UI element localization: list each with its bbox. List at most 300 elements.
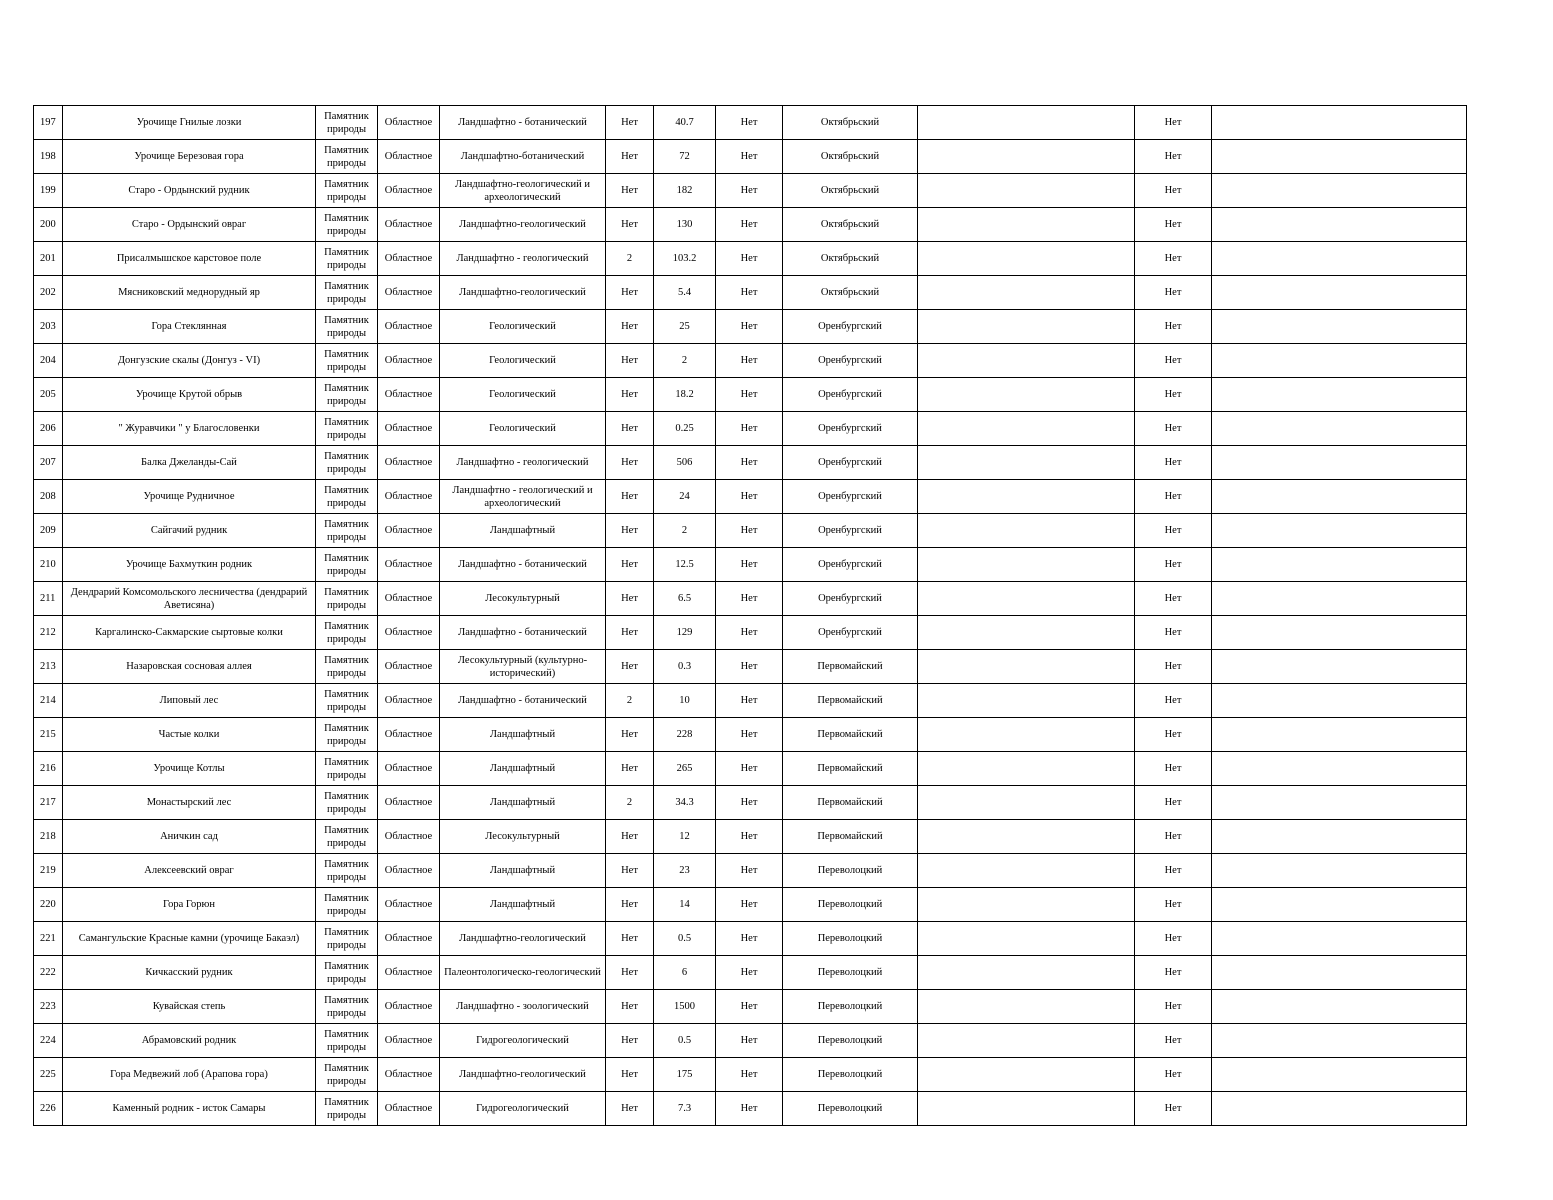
area-cell: 0.5 [654,1024,716,1058]
notes-cell [918,310,1135,344]
district-cell: Оренбургский [783,310,918,344]
notes-cell [918,140,1135,174]
profile-cell: Ландшафтный [440,888,606,922]
table-row [34,310,1467,344]
district-cell: Октябрьский [783,208,918,242]
cluster-count-cell: Нет [606,616,654,650]
object-name-cell: Урочище Крутой обрыв [63,378,316,412]
cluster-count-cell: Нет [606,344,654,378]
profile-cell: Ландшафтно-геологический [440,1058,606,1092]
category-cell: Памятник природы [316,106,378,140]
category-cell: Памятник природы [316,990,378,1024]
status-cell: Нет [1135,446,1212,480]
object-name-cell: Кувайская степь [63,990,316,1024]
district-cell: Переволоцкий [783,854,918,888]
notes-cell [918,208,1135,242]
notes-cell [918,548,1135,582]
significance-cell: Областное [378,242,440,276]
district-cell: Переволоцкий [783,990,918,1024]
area-cell: 506 [654,446,716,480]
table-row [34,242,1467,276]
area-cell: 40.7 [654,106,716,140]
cluster-count-cell: Нет [606,514,654,548]
notes-cell [918,1058,1135,1092]
object-name-cell: Сайгачий рудник [63,514,316,548]
category-cell: Памятник природы [316,208,378,242]
significance-cell: Областное [378,752,440,786]
extra-cell [1212,718,1467,752]
profile-cell: Геологический [440,310,606,344]
cluster-count-cell: Нет [606,378,654,412]
extra-cell [1212,1092,1467,1126]
notes-cell [918,616,1135,650]
status-cell: Нет [1135,1024,1212,1058]
district-cell: Переволоцкий [783,1058,918,1092]
row-number-cell: 200 [34,208,63,242]
extra-cell [1212,820,1467,854]
notes-cell [918,582,1135,616]
significance-cell: Областное [378,446,440,480]
cluster-count-cell: Нет [606,888,654,922]
area-cell: 2 [654,344,716,378]
significance-cell: Областное [378,310,440,344]
row-number-cell: 201 [34,242,63,276]
table-row [34,1058,1467,1092]
object-name-cell: Старо - Ордынский рудник [63,174,316,208]
row-number-cell: 197 [34,106,63,140]
status-cell: Нет [1135,582,1212,616]
cluster-count-cell: 2 [606,242,654,276]
area-cell: 14 [654,888,716,922]
category-cell: Памятник природы [316,718,378,752]
table-row [34,922,1467,956]
object-name-cell: Назаровская сосновая аллея [63,650,316,684]
profile-cell: Ландшафтно - геологический и археологический [440,480,606,514]
cluster-count-cell: Нет [606,480,654,514]
profile-cell: Ландшафтный [440,514,606,548]
natural-monuments-table [33,105,1467,1126]
cluster-count-cell: Нет [606,752,654,786]
status-cell: Нет [1135,684,1212,718]
table-row [34,582,1467,616]
buffer-zone-cell: Нет [716,514,783,548]
significance-cell: Областное [378,616,440,650]
extra-cell [1212,990,1467,1024]
category-cell: Памятник природы [316,752,378,786]
significance-cell: Областное [378,786,440,820]
status-cell: Нет [1135,548,1212,582]
row-number-cell: 223 [34,990,63,1024]
significance-cell: Областное [378,208,440,242]
extra-cell [1212,616,1467,650]
area-cell: 103.2 [654,242,716,276]
notes-cell [918,854,1135,888]
buffer-zone-cell: Нет [716,1092,783,1126]
status-cell: Нет [1135,854,1212,888]
area-cell: 1500 [654,990,716,1024]
status-cell: Нет [1135,786,1212,820]
buffer-zone-cell: Нет [716,344,783,378]
table-row [34,446,1467,480]
table-row [34,548,1467,582]
table-row [34,1024,1467,1058]
significance-cell: Областное [378,820,440,854]
district-cell: Оренбургский [783,446,918,480]
profile-cell: Ландшафтно - геологический [440,242,606,276]
notes-cell [918,990,1135,1024]
status-cell: Нет [1135,990,1212,1024]
significance-cell: Областное [378,718,440,752]
row-number-cell: 219 [34,854,63,888]
row-number-cell: 221 [34,922,63,956]
extra-cell [1212,174,1467,208]
area-cell: 34.3 [654,786,716,820]
profile-cell: Гидрогеологический [440,1092,606,1126]
buffer-zone-cell: Нет [716,888,783,922]
object-name-cell: Балка Джеланды-Сай [63,446,316,480]
profile-cell: Ландшафтно-геологический и археологический [440,174,606,208]
category-cell: Памятник природы [316,582,378,616]
extra-cell [1212,1058,1467,1092]
district-cell: Оренбургский [783,378,918,412]
category-cell: Памятник природы [316,650,378,684]
row-number-cell: 203 [34,310,63,344]
notes-cell [918,242,1135,276]
object-name-cell: Алексеевский овраг [63,854,316,888]
area-cell: 12.5 [654,548,716,582]
cluster-count-cell: Нет [606,1092,654,1126]
row-number-cell: 213 [34,650,63,684]
buffer-zone-cell: Нет [716,174,783,208]
table-row [34,344,1467,378]
notes-cell [918,480,1135,514]
significance-cell: Областное [378,480,440,514]
status-cell: Нет [1135,752,1212,786]
notes-cell [918,174,1135,208]
table-row [34,990,1467,1024]
category-cell: Памятник природы [316,1024,378,1058]
notes-cell [918,1092,1135,1126]
significance-cell: Областное [378,344,440,378]
status-cell: Нет [1135,140,1212,174]
row-number-cell: 204 [34,344,63,378]
profile-cell: Геологический [440,412,606,446]
status-cell: Нет [1135,480,1212,514]
category-cell: Памятник природы [316,1058,378,1092]
object-name-cell: Гора Стеклянная [63,310,316,344]
notes-cell [918,1024,1135,1058]
district-cell: Переволоцкий [783,888,918,922]
significance-cell: Областное [378,956,440,990]
row-number-cell: 202 [34,276,63,310]
area-cell: 130 [654,208,716,242]
object-name-cell: Самангульские Красные камни (урочище Бакаэл) [63,922,316,956]
cluster-count-cell: 2 [606,786,654,820]
area-cell: 72 [654,140,716,174]
profile-cell: Геологический [440,378,606,412]
extra-cell [1212,854,1467,888]
profile-cell: Ландшафтно - ботанический [440,548,606,582]
status-cell: Нет [1135,1058,1212,1092]
table-row [34,480,1467,514]
row-number-cell: 224 [34,1024,63,1058]
table-row [34,786,1467,820]
category-cell: Памятник природы [316,378,378,412]
table-row [34,378,1467,412]
profile-cell: Ландшафтный [440,718,606,752]
notes-cell [918,378,1135,412]
area-cell: 0.3 [654,650,716,684]
profile-cell: Палеонтологическо-геологический [440,956,606,990]
object-name-cell: Кичкасский рудник [63,956,316,990]
significance-cell: Областное [378,888,440,922]
notes-cell [918,446,1135,480]
notes-cell [918,820,1135,854]
district-cell: Переволоцкий [783,922,918,956]
extra-cell [1212,242,1467,276]
buffer-zone-cell: Нет [716,1024,783,1058]
object-name-cell: " Журавчики " у Благословенки [63,412,316,446]
significance-cell: Областное [378,1092,440,1126]
category-cell: Памятник природы [316,310,378,344]
notes-cell [918,752,1135,786]
cluster-count-cell: Нет [606,990,654,1024]
district-cell: Оренбургский [783,548,918,582]
table-row [34,140,1467,174]
cluster-count-cell: Нет [606,956,654,990]
table-row [34,514,1467,548]
notes-cell [918,956,1135,990]
row-number-cell: 226 [34,1092,63,1126]
object-name-cell: Старо - Ордынский овраг [63,208,316,242]
extra-cell [1212,888,1467,922]
extra-cell [1212,106,1467,140]
buffer-zone-cell: Нет [716,854,783,888]
area-cell: 12 [654,820,716,854]
object-name-cell: Частые колки [63,718,316,752]
row-number-cell: 214 [34,684,63,718]
object-name-cell: Дендрарий Комсомольского лесничества (дендрарий Аветисяна) [63,582,316,616]
district-cell: Первомайский [783,718,918,752]
extra-cell [1212,208,1467,242]
extra-cell [1212,956,1467,990]
significance-cell: Областное [378,140,440,174]
buffer-zone-cell: Нет [716,446,783,480]
cluster-count-cell: Нет [606,820,654,854]
cluster-count-cell: Нет [606,208,654,242]
area-cell: 18.2 [654,378,716,412]
table-row [34,684,1467,718]
cluster-count-cell: Нет [606,106,654,140]
district-cell: Октябрьский [783,276,918,310]
status-cell: Нет [1135,514,1212,548]
profile-cell: Лесокультурный [440,820,606,854]
category-cell: Памятник природы [316,786,378,820]
buffer-zone-cell: Нет [716,956,783,990]
significance-cell: Областное [378,1024,440,1058]
object-name-cell: Присалмышское карстовое поле [63,242,316,276]
row-number-cell: 220 [34,888,63,922]
buffer-zone-cell: Нет [716,480,783,514]
extra-cell [1212,786,1467,820]
cluster-count-cell: Нет [606,922,654,956]
category-cell: Памятник природы [316,616,378,650]
cluster-count-cell: Нет [606,310,654,344]
table-row [34,412,1467,446]
table-row [34,650,1467,684]
notes-cell [918,922,1135,956]
profile-cell: Гидрогеологический [440,1024,606,1058]
cluster-count-cell: Нет [606,548,654,582]
object-name-cell: Каргалинско-Сакмарские сыртовые колки [63,616,316,650]
significance-cell: Областное [378,412,440,446]
significance-cell: Областное [378,990,440,1024]
profile-cell: Ландшафтно - геологический [440,446,606,480]
cluster-count-cell: Нет [606,582,654,616]
significance-cell: Областное [378,684,440,718]
row-number-cell: 211 [34,582,63,616]
extra-cell [1212,412,1467,446]
category-cell: Памятник природы [316,1092,378,1126]
notes-cell [918,650,1135,684]
object-name-cell: Гора Медвежий лоб (Арапова гора) [63,1058,316,1092]
object-name-cell: Урочище Рудничное [63,480,316,514]
table-row [34,956,1467,990]
table-row [34,276,1467,310]
district-cell: Оренбургский [783,514,918,548]
status-cell: Нет [1135,106,1212,140]
table-row [34,752,1467,786]
object-name-cell: Урочище Бахмуткин родник [63,548,316,582]
status-cell: Нет [1135,174,1212,208]
object-name-cell: Мясниковский меднорудный яр [63,276,316,310]
row-number-cell: 199 [34,174,63,208]
extra-cell [1212,684,1467,718]
area-cell: 6.5 [654,582,716,616]
profile-cell: Ландшафтно-геологический [440,208,606,242]
significance-cell: Областное [378,582,440,616]
area-cell: 265 [654,752,716,786]
buffer-zone-cell: Нет [716,208,783,242]
row-number-cell: 209 [34,514,63,548]
cluster-count-cell: Нет [606,412,654,446]
status-cell: Нет [1135,956,1212,990]
buffer-zone-cell: Нет [716,650,783,684]
category-cell: Памятник природы [316,140,378,174]
buffer-zone-cell: Нет [716,276,783,310]
district-cell: Первомайский [783,650,918,684]
status-cell: Нет [1135,922,1212,956]
status-cell: Нет [1135,650,1212,684]
table-row [34,616,1467,650]
category-cell: Памятник природы [316,820,378,854]
cluster-count-cell: 2 [606,684,654,718]
profile-cell: Лесокультурный (культурно-исторический) [440,650,606,684]
notes-cell [918,344,1135,378]
extra-cell [1212,344,1467,378]
buffer-zone-cell: Нет [716,752,783,786]
table-row [34,888,1467,922]
significance-cell: Областное [378,1058,440,1092]
significance-cell: Областное [378,174,440,208]
category-cell: Памятник природы [316,922,378,956]
notes-cell [918,276,1135,310]
object-name-cell: Урочище Березовая гора [63,140,316,174]
row-number-cell: 208 [34,480,63,514]
extra-cell [1212,140,1467,174]
status-cell: Нет [1135,412,1212,446]
area-cell: 25 [654,310,716,344]
notes-cell [918,888,1135,922]
category-cell: Памятник природы [316,956,378,990]
buffer-zone-cell: Нет [716,922,783,956]
notes-cell [918,684,1135,718]
significance-cell: Областное [378,922,440,956]
category-cell: Памятник природы [316,854,378,888]
object-name-cell: Аничкин сад [63,820,316,854]
district-cell: Оренбургский [783,344,918,378]
district-cell: Октябрьский [783,140,918,174]
category-cell: Памятник природы [316,684,378,718]
buffer-zone-cell: Нет [716,582,783,616]
extra-cell [1212,514,1467,548]
row-number-cell: 217 [34,786,63,820]
buffer-zone-cell: Нет [716,786,783,820]
table-row [34,208,1467,242]
category-cell: Памятник природы [316,446,378,480]
buffer-zone-cell: Нет [716,684,783,718]
status-cell: Нет [1135,1092,1212,1126]
object-name-cell: Урочище Котлы [63,752,316,786]
row-number-cell: 206 [34,412,63,446]
cluster-count-cell: Нет [606,854,654,888]
area-cell: 2 [654,514,716,548]
significance-cell: Областное [378,378,440,412]
extra-cell [1212,922,1467,956]
area-cell: 10 [654,684,716,718]
buffer-zone-cell: Нет [716,412,783,446]
row-number-cell: 218 [34,820,63,854]
district-cell: Первомайский [783,752,918,786]
notes-cell [918,514,1135,548]
buffer-zone-cell: Нет [716,310,783,344]
district-cell: Октябрьский [783,174,918,208]
area-cell: 5.4 [654,276,716,310]
buffer-zone-cell: Нет [716,242,783,276]
profile-cell: Ландшафтно - зоологический [440,990,606,1024]
extra-cell [1212,310,1467,344]
category-cell: Памятник природы [316,888,378,922]
object-name-cell: Гора Горюн [63,888,316,922]
row-number-cell: 198 [34,140,63,174]
object-name-cell: Каменный родник - исток Самары [63,1092,316,1126]
category-cell: Памятник природы [316,242,378,276]
buffer-zone-cell: Нет [716,718,783,752]
table-row [34,820,1467,854]
status-cell: Нет [1135,718,1212,752]
area-cell: 24 [654,480,716,514]
notes-cell [918,786,1135,820]
cluster-count-cell: Нет [606,650,654,684]
area-cell: 129 [654,616,716,650]
profile-cell: Ландшафтно-ботанический [440,140,606,174]
significance-cell: Областное [378,854,440,888]
district-cell: Переволоцкий [783,1024,918,1058]
notes-cell [918,718,1135,752]
buffer-zone-cell: Нет [716,1058,783,1092]
object-name-cell: Урочище Гнилые лозки [63,106,316,140]
notes-cell [918,106,1135,140]
